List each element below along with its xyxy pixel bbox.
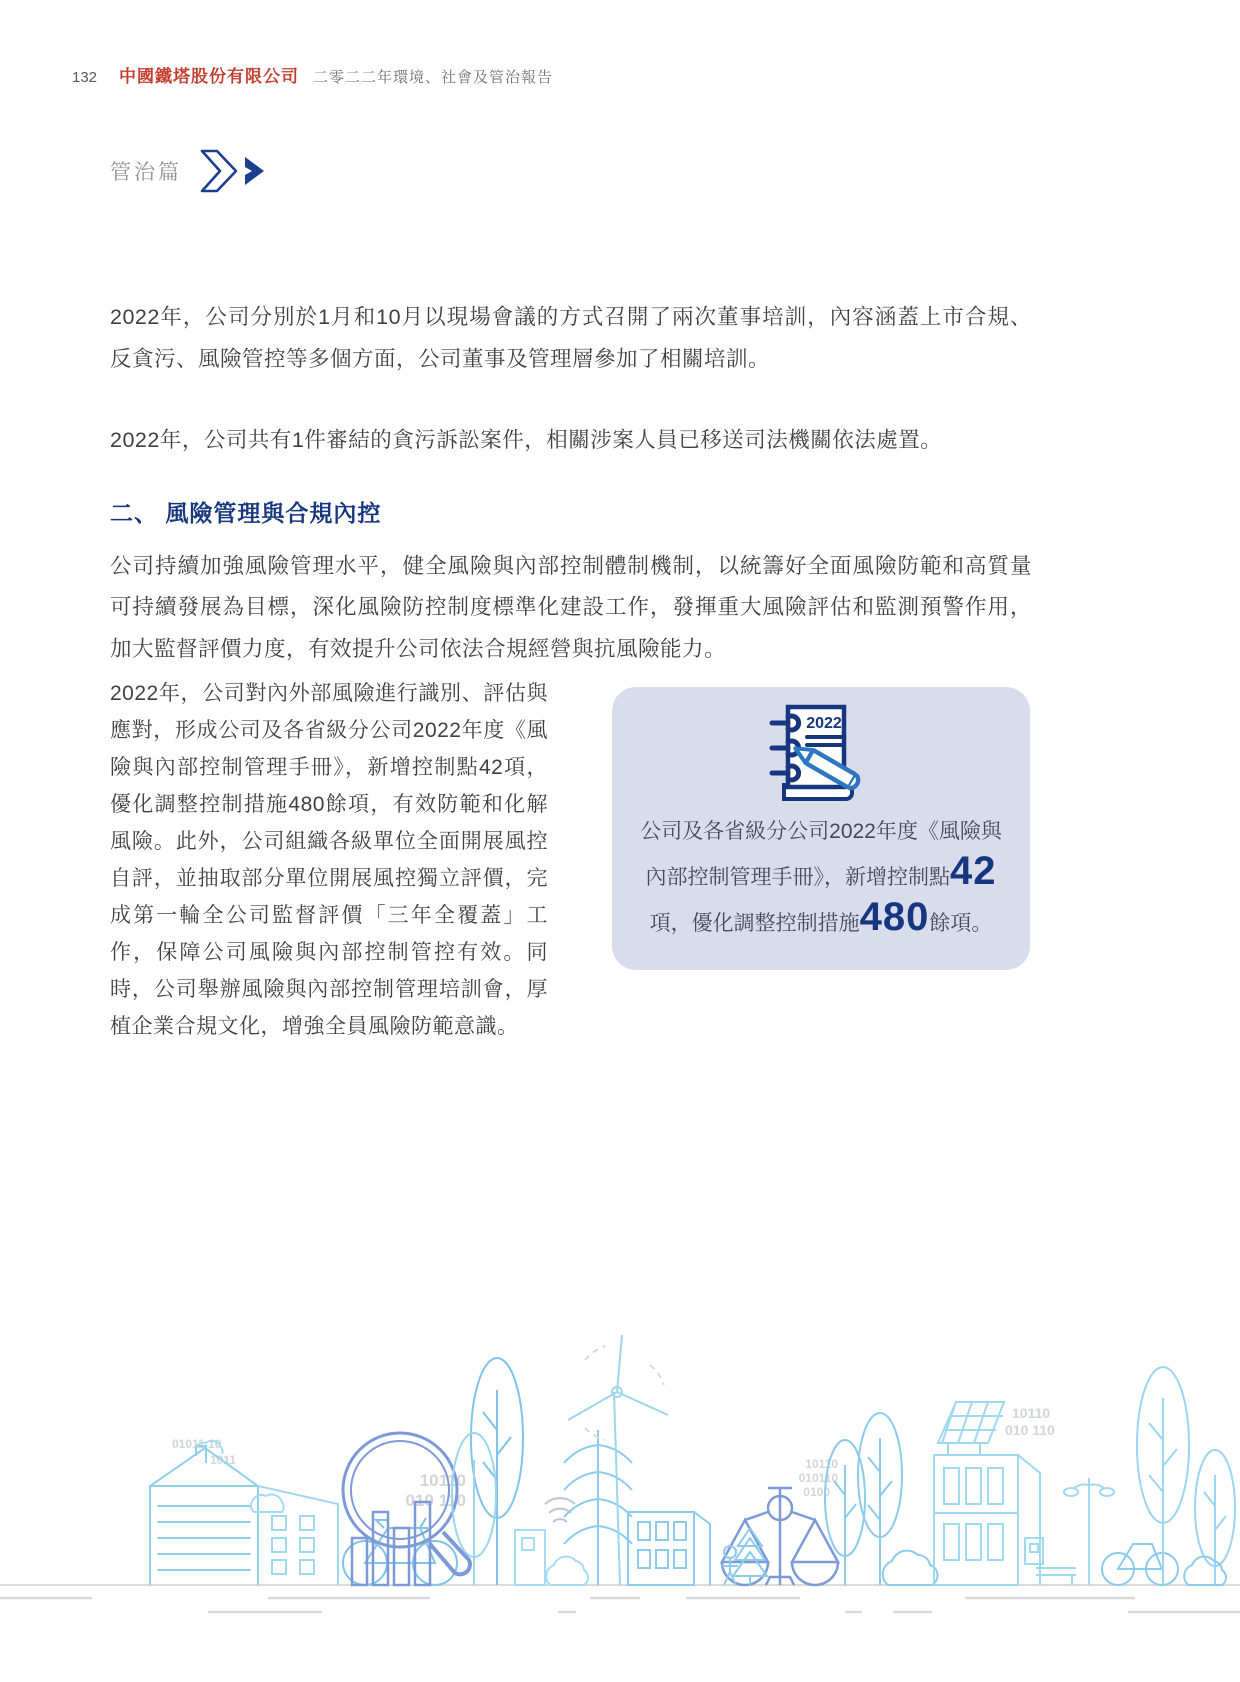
highlight-text-tail: 餘項。 — [929, 912, 993, 935]
highlight-card — [612, 687, 1030, 970]
paragraph-risk-management: 公司持續加強風險管理水平，健全風險與內部控制體制機制，以統籌好全面風險防範和高質量可持續發展為目標，深化風險防控制度標準化建設工作，發揮重大風險評估和監測預警作用，加大監督評價力度，有效提升公司依法合規經營與抗風險能力。 — [110, 553, 1032, 661]
page-header — [72, 62, 553, 87]
binary-text: 010110 — [798, 1471, 838, 1485]
bench-icon — [1036, 1568, 1076, 1585]
highlight-text-mid: 項，優化調整控制措施 — [649, 912, 860, 935]
binary-text: 10110 — [1012, 1405, 1051, 1421]
section-tab-label: 管治篇 — [110, 161, 182, 184]
binary-text: 010 110 — [1005, 1422, 1055, 1438]
scales-icon — [722, 1488, 838, 1585]
tree-icon — [1137, 1367, 1235, 1585]
paragraph-board-training: 2022年，公司分別於1月和10月以現場會議的方式召開了兩次董事培訓，內容涵蓋上市合規、反貪污、風險管控等多個方面，公司董事及管理層參加了相關培訓。 — [110, 304, 1032, 371]
highlight-number-480: 480 — [859, 895, 930, 939]
bush-icon — [546, 1557, 588, 1585]
section-tab — [110, 148, 276, 194]
bicycle-icon — [1102, 1544, 1178, 1585]
building-icon — [628, 1512, 710, 1585]
bush-icon — [1184, 1557, 1226, 1585]
binary-text: 01011 10 — [172, 1437, 222, 1451]
highlight-number-42: 42 — [950, 849, 997, 893]
highlight-text — [636, 809, 1006, 947]
bush-icon — [883, 1551, 938, 1585]
report-title: 二零二二年環境、社會及管治報告 — [313, 69, 554, 86]
house-icon — [150, 1441, 258, 1585]
cityscape-illustration — [0, 1280, 1240, 1620]
notebook-2022-icon — [612, 703, 1030, 807]
binary-text: 0100 — [803, 1485, 830, 1499]
binary-text: 1011 — [210, 1453, 237, 1467]
wind-turbine-icon — [568, 1335, 668, 1585]
paragraph-risk-control-detail: 2022年，公司對內外部風險進行識別、評估與應對，形成公司及各省級分公司2022年度《風險與內部控制管理手冊》，新增控制點42項，優化調整控制措施480餘項，有效防範和化解風險。此外，公司組織各級單位全面開展風控自評，並抽取部分單位開展風控獨立評價，完成第一輪全公司監督評價「三年全覆蓋」工作，保障公司風險與內部控制管控有效。同時，公司舉辦風險與內部控制管理培訓會，厚植企業合規文化，增強全員風險防範意識。 — [110, 682, 548, 1038]
pine-tree-icon — [564, 1430, 632, 1585]
ground-line — [0, 1585, 1240, 1612]
section-heading: 二、 風險管理與合規內控 — [110, 500, 382, 527]
company-name: 中國鐵塔股份有限公司 — [119, 67, 300, 86]
binary-text: 10110 — [419, 1471, 466, 1490]
highlight-text-pre: 公司及各省級分公司2022年度《風險與內部控制管理手冊》，新增控制點 — [640, 820, 1002, 889]
binary-text: 010 110 — [405, 1491, 466, 1510]
pine-tree-icon — [733, 1528, 767, 1585]
paragraph-corruption-case: 2022年，公司共有1件審結的貪污訴訟案件，相關涉案人員已移送司法機關依法處置。 — [110, 427, 943, 452]
binary-text: 10110 — [805, 1457, 838, 1471]
double-chevron-icon — [198, 148, 276, 194]
notebook-year-label: 2022 — [806, 715, 842, 732]
building-icon — [251, 1486, 338, 1585]
page-number: 132 — [72, 69, 98, 86]
